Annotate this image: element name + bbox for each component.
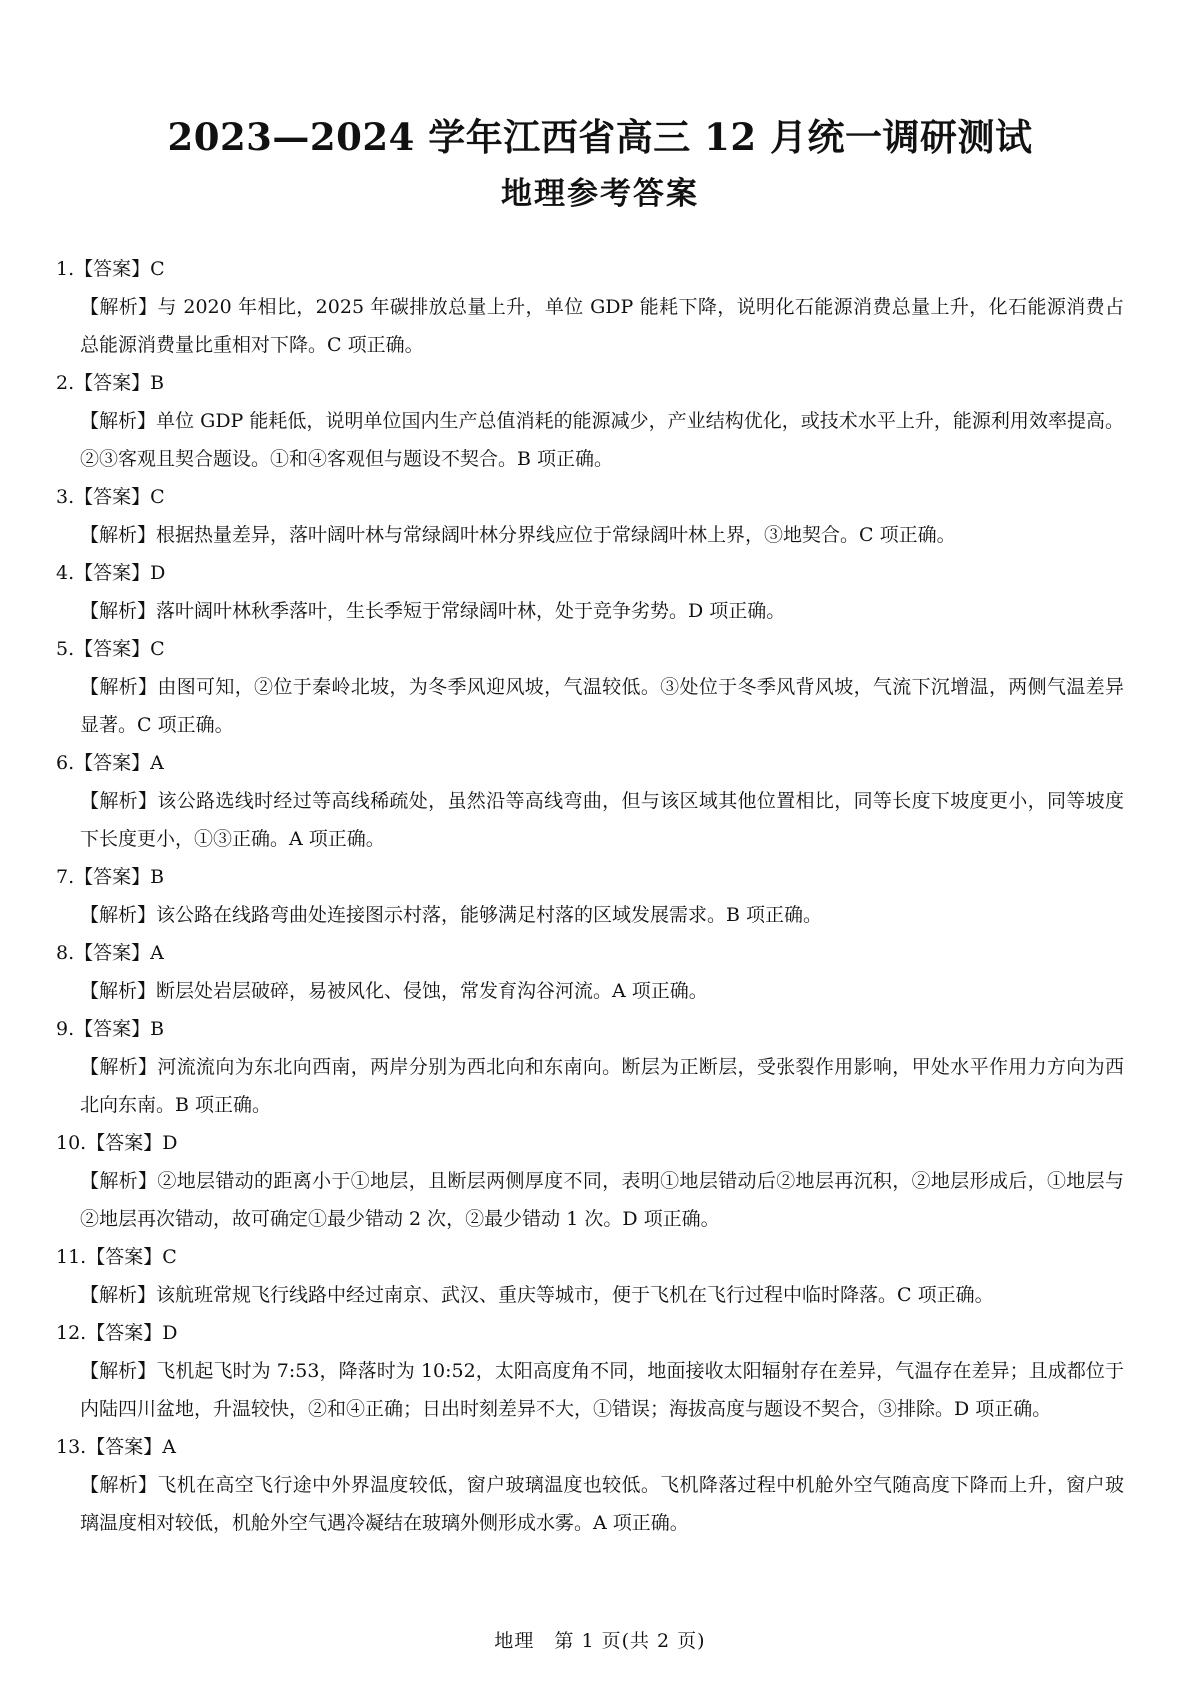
explanation-text: 【解析】②地层错动的距离小于①地层，且断层两侧厚度不同，表明①地层错动后②地层再沉积，②地层形成后，①地层与②地层再次错动，故可确定①最少错动 2 次，②最少错动 1 次。D 项正确。	[80, 1170, 1124, 1230]
explanation-text: 【解析】由图可知，②位于秦岭北坡，为冬季风迎风坡，气温较低。③处位于冬季风背风坡，气流下沉增温，两侧气温差异显著。C 项正确。	[80, 676, 1124, 736]
answer-key: 【答案】A	[74, 942, 164, 964]
answer-item	[56, 1238, 1128, 1314]
explanation-text: 【解析】根据热量差异，落叶阔叶林与常绿阔叶林分界线应位于常绿阔叶林上界，③地契合。C 项正确。	[80, 524, 956, 546]
page-title: 2023—2024 学年江西省高三 12 月统一调研测试	[167, 115, 1033, 159]
answer-item	[56, 1010, 1128, 1124]
answer-line	[56, 744, 1128, 782]
question-number: 6.	[56, 752, 75, 774]
answer-line	[56, 858, 1128, 896]
answer-key: 【答案】D	[74, 562, 166, 584]
answer-line	[56, 1010, 1128, 1048]
explanation-text: 【解析】与 2020 年相比，2025 年碳排放总量上升，单位 GDP 能耗下降，说明化石能源消费总量上升，化石能源消费占总能源消费量比重相对下降。C 项正确。	[80, 296, 1124, 356]
answer-list	[56, 250, 1128, 1542]
question-number: 11.	[56, 1246, 87, 1268]
answer-key: 【答案】D	[86, 1322, 178, 1344]
answer-line	[56, 630, 1128, 668]
question-number: 9.	[56, 1018, 75, 1040]
answer-line	[56, 364, 1128, 402]
question-number: 8.	[56, 942, 75, 964]
page-footer: 地理 第 1 页(共 2 页)	[494, 1630, 706, 1652]
answer-item	[56, 1314, 1128, 1428]
explanation-text: 【解析】河流流向为东北向西南，两岸分别为西北向和东南向。断层为正断层，受张裂作用影响，甲处水平作用力方向为西北向东南。B 项正确。	[80, 1056, 1124, 1116]
answer-line	[56, 1428, 1128, 1466]
explanation-text: 【解析】该公路选线时经过等高线稀疏处，虽然沿等高线弯曲，但与该区域其他位置相比，同等长度下坡度更小，同等坡度下长度更小，①③正确。A 项正确。	[80, 790, 1124, 850]
question-number: 1.	[56, 258, 75, 280]
explanation-text: 【解析】飞机在高空飞行途中外界温度较低，窗户玻璃温度也较低。飞机降落过程中机舱外空气随高度下降而上升，窗户玻璃温度相对较低，机舱外空气遇冷凝结在玻璃外侧形成水雾。A 项正确。	[80, 1474, 1124, 1534]
question-number: 4.	[56, 562, 75, 584]
page-subtitle: 地理参考答案	[501, 176, 699, 212]
explanation-text: 【解析】飞机起飞时为 7:53，降落时为 10:52，太阳高度角不同，地面接收太阳辐射存在差异，气温存在差异；且成都位于内陆四川盆地，升温较快，②和④正确；日出时刻差异不大，①错误；海拔高度与题设不契合，③排除。D 项正确。	[80, 1360, 1124, 1420]
answer-key: 【答案】C	[74, 258, 165, 280]
question-number: 10.	[56, 1132, 87, 1154]
answer-item	[56, 630, 1128, 744]
answer-item	[56, 250, 1128, 364]
answer-key: 【答案】C	[86, 1246, 177, 1268]
explanation-text: 【解析】断层处岩层破碎，易被风化、侵蚀，常发育沟谷河流。A 项正确。	[80, 980, 708, 1002]
answer-line	[56, 554, 1128, 592]
answer-item	[56, 1428, 1128, 1542]
question-number: 5.	[56, 638, 75, 660]
answer-key: 【答案】D	[86, 1132, 178, 1154]
answer-item	[56, 934, 1128, 1010]
answer-line	[56, 1124, 1128, 1162]
answer-line	[56, 1238, 1128, 1276]
question-number: 2.	[56, 372, 75, 394]
explanation-text: 【解析】单位 GDP 能耗低，说明单位国内生产总值消耗的能源减少，产业结构优化，或技术水平上升，能源利用效率提高。②③客观且契合题设。①和④客观但与题设不契合。B 项正确。	[80, 410, 1124, 470]
answer-item	[56, 1124, 1128, 1238]
answer-key: 【答案】C	[74, 638, 165, 660]
answer-key: 【答案】B	[74, 372, 165, 394]
explanation-text: 【解析】落叶阔叶林秋季落叶，生长季短于常绿阔叶林，处于竞争劣势。D 项正确。	[80, 600, 786, 622]
answer-line	[56, 1314, 1128, 1352]
answer-line	[56, 250, 1128, 288]
answer-item	[56, 364, 1128, 478]
answer-key: 【答案】A	[74, 752, 164, 774]
answer-key: 【答案】B	[74, 866, 165, 888]
question-number: 3.	[56, 486, 75, 508]
answer-key: 【答案】C	[74, 486, 165, 508]
question-number: 12.	[56, 1322, 87, 1344]
question-number: 7.	[56, 866, 75, 888]
answer-item	[56, 744, 1128, 858]
answer-line	[56, 478, 1128, 516]
answer-item	[56, 478, 1128, 554]
answer-line	[56, 934, 1128, 972]
explanation-text: 【解析】该航班常规飞行线路中经过南京、武汉、重庆等城市，便于飞机在飞行过程中临时降落。C 项正确。	[80, 1284, 994, 1306]
question-number: 13.	[56, 1436, 87, 1458]
answer-key: 【答案】B	[74, 1018, 165, 1040]
answer-key: 【答案】A	[86, 1436, 176, 1458]
answer-item	[56, 554, 1128, 630]
answer-item	[56, 858, 1128, 934]
explanation-text: 【解析】该公路在线路弯曲处连接图示村落，能够满足村落的区域发展需求。B 项正确。	[80, 904, 823, 926]
